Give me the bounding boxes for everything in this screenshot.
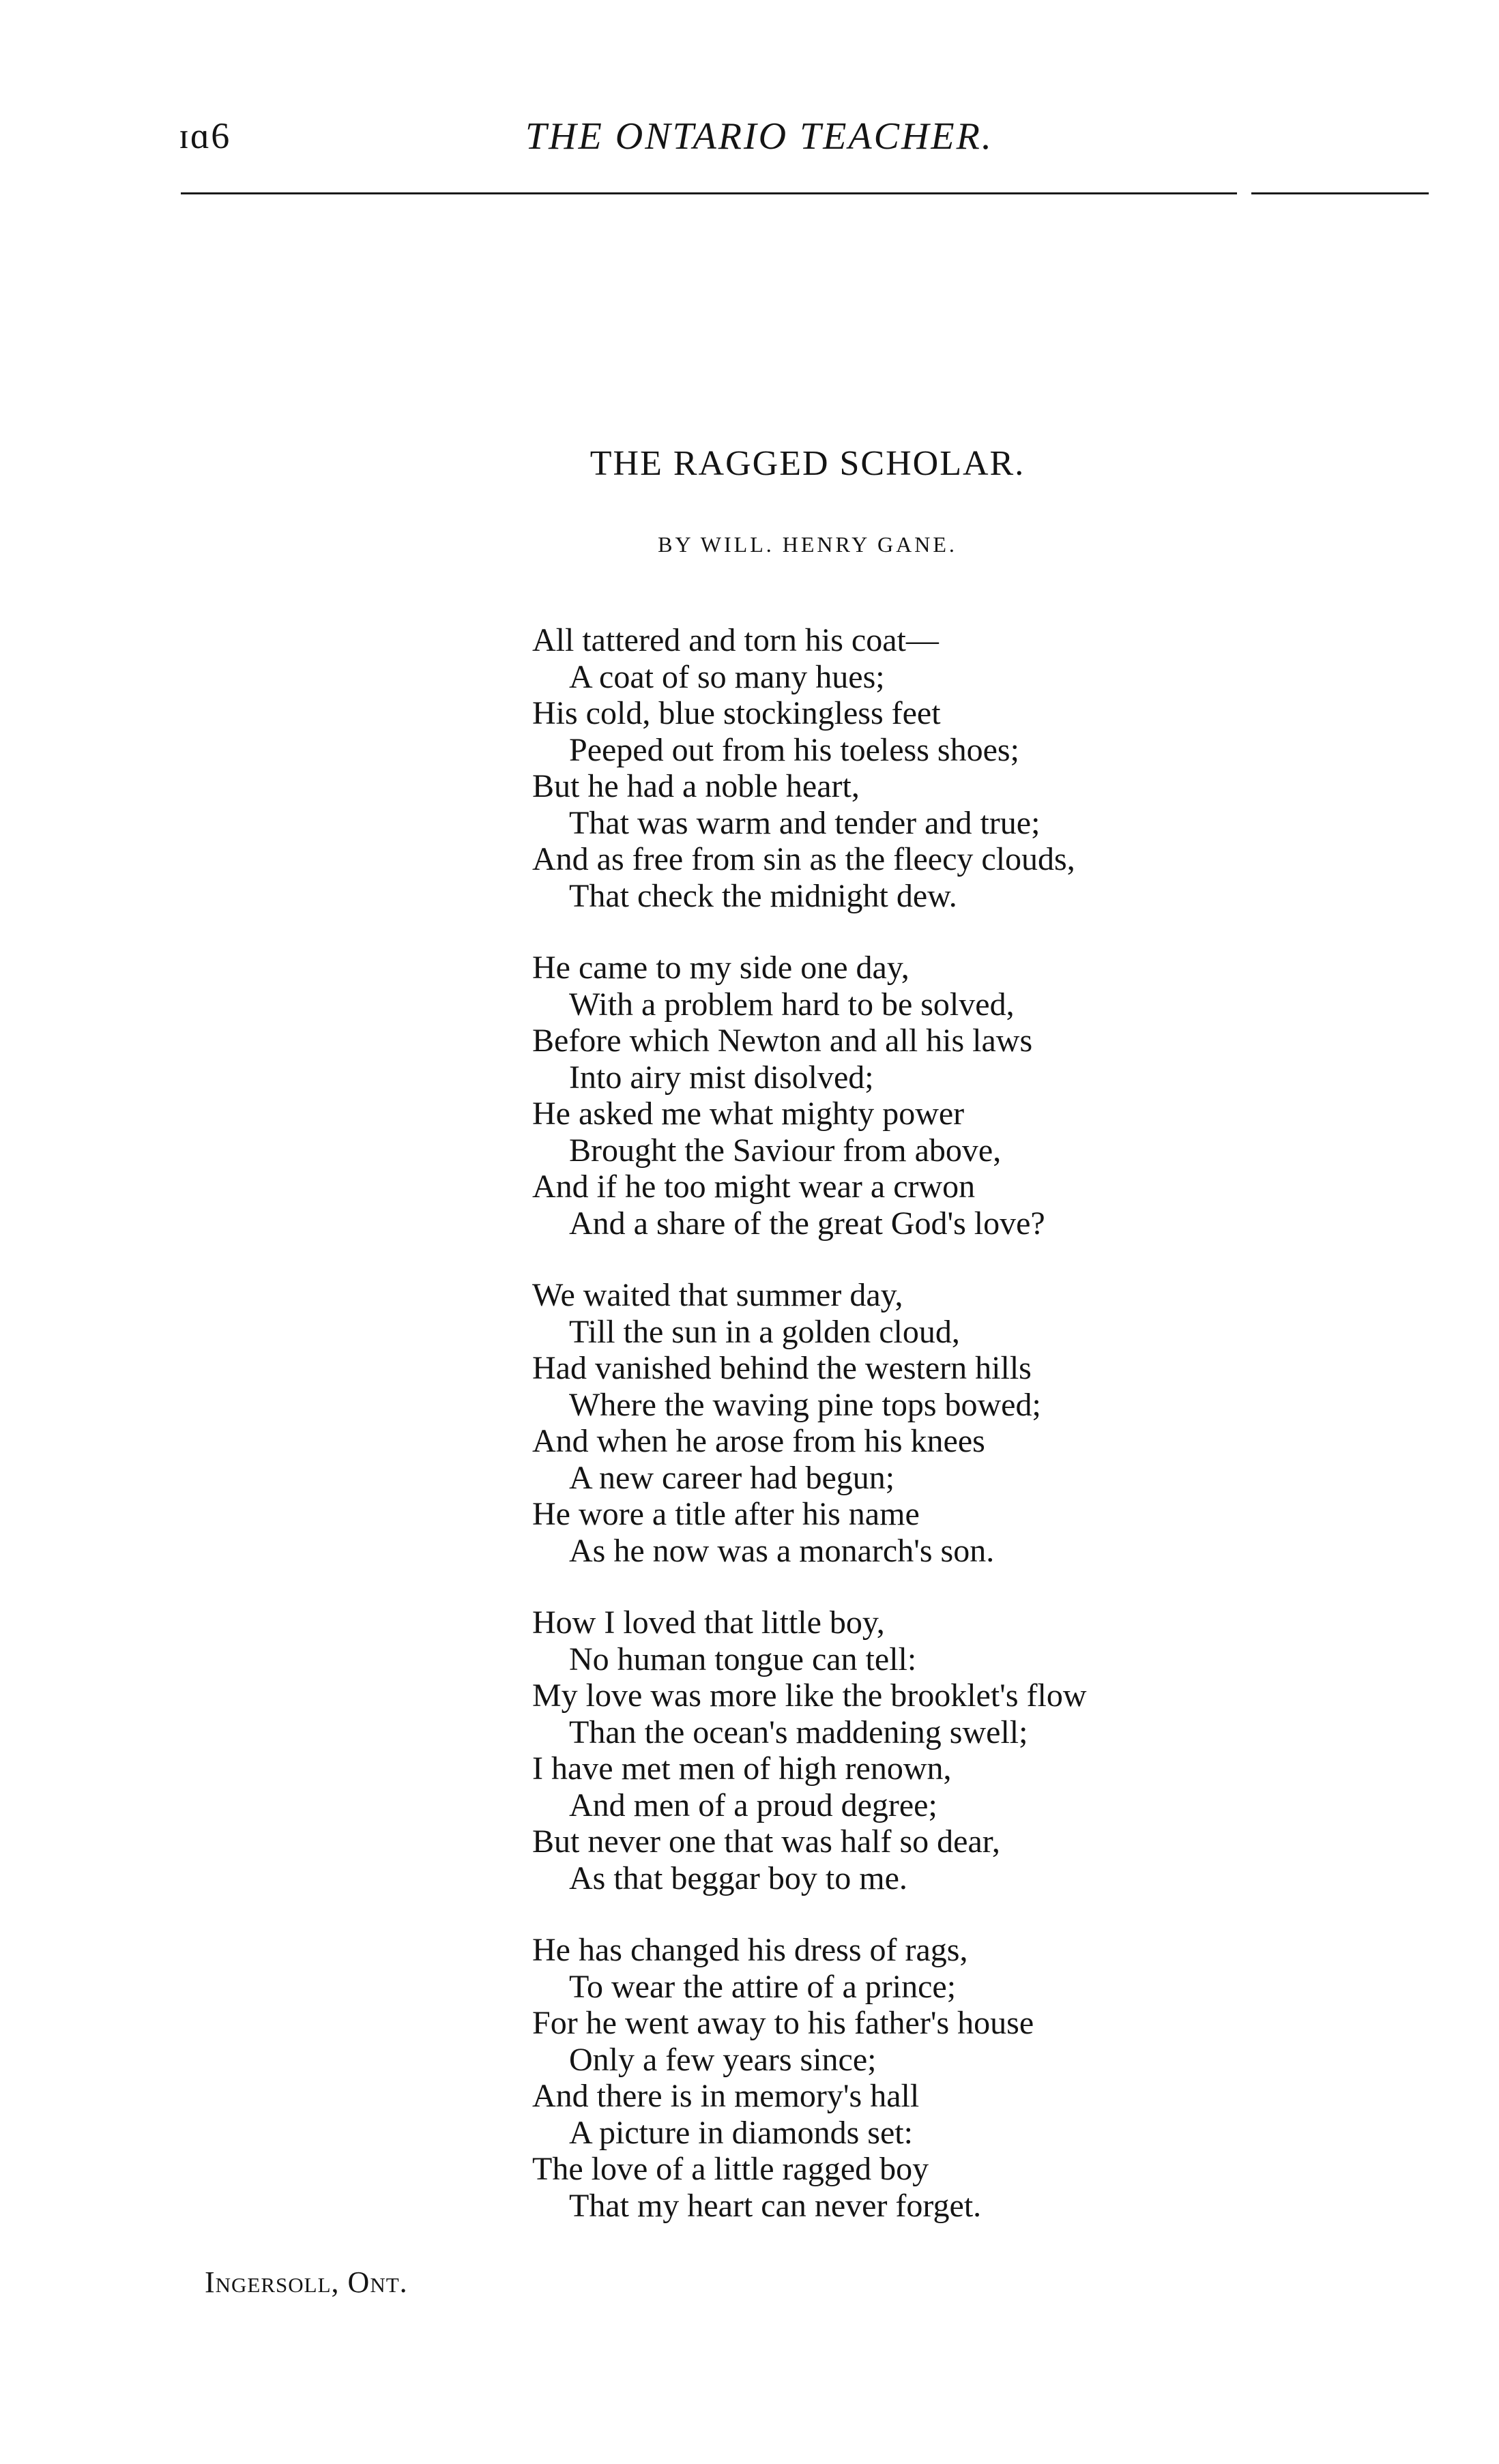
poem-line: And there is in memory's hall <box>532 2078 920 2114</box>
place-signoff: Ingersoll, Ont. <box>205 2265 408 2299</box>
poem-line: Before which Newton and all his laws <box>532 1023 1033 1059</box>
poem-line: A new career had begun; <box>569 1459 895 1496</box>
poem-line: He has changed his dress of rags, <box>532 1932 968 1968</box>
stanza-5 <box>532 1932 1351 2224</box>
poem-line: To wear the attire of a prince; <box>569 1968 957 2005</box>
poem-line: How I loved that little boy, <box>532 1604 885 1641</box>
journal-title: THE ONTARIO TEACHER. <box>525 115 993 158</box>
poem-line: My love was more like the brooklet's flow <box>532 1677 1087 1714</box>
poem-line: He asked me what mighty power <box>532 1096 965 1132</box>
poem-line: That check the midnight dew. <box>569 877 957 914</box>
running-head <box>0 115 1499 176</box>
poem-line: A picture in diamonds set: <box>569 2114 913 2151</box>
poem-line: Into airy mist disolved; <box>569 1059 874 1096</box>
poem-line: That my heart can never forget. <box>569 2187 982 2224</box>
poem-line: But he had a noble heart, <box>532 768 860 804</box>
poem-line: Till the sun in a golden cloud, <box>569 1313 960 1350</box>
poem-line: I have met men of high renown, <box>532 1750 952 1787</box>
poem-line: His cold, blue stockingless feet <box>532 695 941 731</box>
poem-line: As that beggar boy to me. <box>569 1860 907 1896</box>
poem-line: Brought the Saviour from above, <box>569 1132 1002 1169</box>
header-rule-right <box>1251 192 1429 194</box>
poem-line: All tattered and torn his coat— <box>532 622 939 658</box>
stanza-1 <box>532 622 1351 914</box>
stanza-2 <box>532 950 1351 1242</box>
page-number: ɪɑ6 <box>179 115 231 156</box>
poem-line: For he went away to his father's house <box>532 2005 1034 2041</box>
stanza-4 <box>532 1604 1351 1896</box>
poem-line: He wore a title after his name <box>532 1496 920 1532</box>
poem-line: And men of a proud degree; <box>569 1787 937 1823</box>
poem-line: The love of a little ragged boy <box>532 2151 929 2187</box>
poem-line: Only a few years since; <box>569 2041 877 2078</box>
poem-line: We waited that summer day, <box>532 1277 903 1313</box>
poem-title: THE RAGGED SCHOLAR. <box>590 444 1025 483</box>
poem-line: And a share of the great God's love? <box>569 1205 1045 1242</box>
poem-line: He came to my side one day, <box>532 950 909 986</box>
poem-line: As he now was a monarch's son. <box>569 1532 995 1569</box>
stanza-3 <box>532 1277 1351 1569</box>
poem-line: A coat of so many hues; <box>569 658 885 695</box>
poem-line: Where the waving pine tops bowed; <box>569 1386 1041 1423</box>
poem-line: And as free from sin as the fleecy clouds, <box>532 841 1075 877</box>
poem-line: Than the ocean's maddening swell; <box>569 1714 1028 1750</box>
poem-line: That was warm and tender and true; <box>569 804 1040 841</box>
poem-line: No human tongue can tell: <box>569 1641 917 1677</box>
poem-line: But never one that was half so dear, <box>532 1823 1000 1860</box>
poem-byline: BY WILL. HENRY GANE. <box>658 532 957 557</box>
poem-body <box>532 622 1351 2259</box>
poem-line: Peeped out from his toeless shoes; <box>569 731 1019 768</box>
poem-line: Had vanished behind the western hills <box>532 1350 1032 1386</box>
header-rule <box>181 192 1237 194</box>
poem-line: With a problem hard to be solved, <box>569 986 1015 1023</box>
poem-line: And if he too might wear a crwon <box>532 1169 976 1205</box>
poem-line: And when he arose from his knees <box>532 1423 985 1459</box>
